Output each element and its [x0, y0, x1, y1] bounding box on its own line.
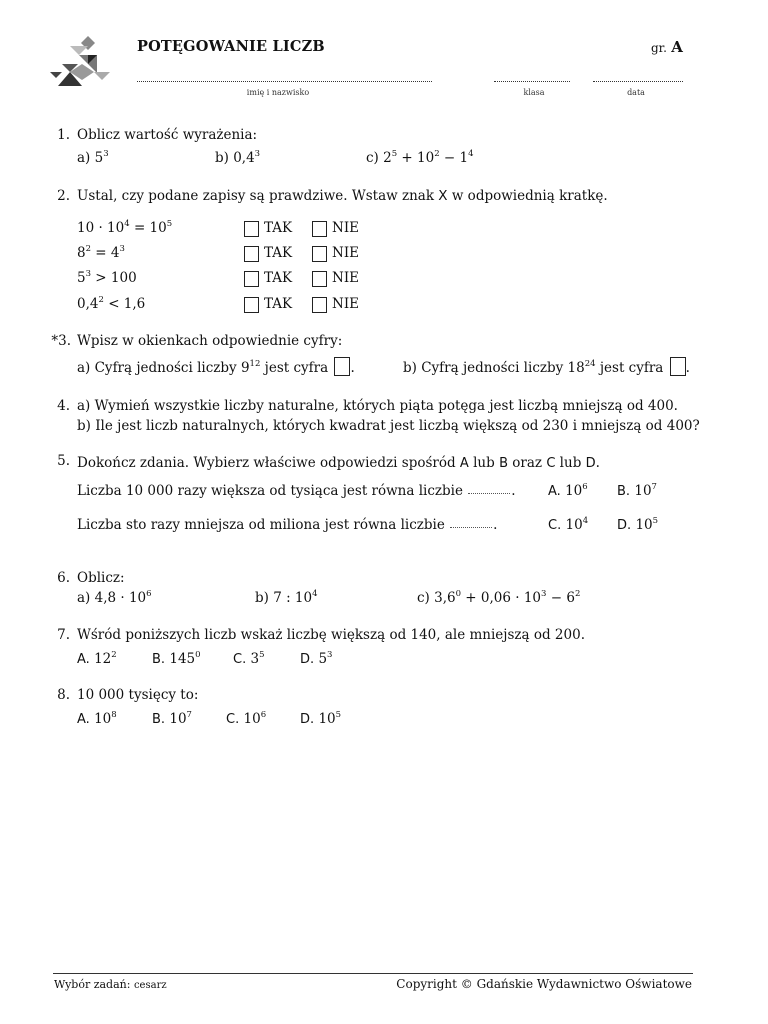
q3-text: Wpisz w okienkach odpowiednie cyfry:: [77, 333, 343, 349]
q5-option-d[interactable]: [617, 517, 658, 533]
q8-number: 8.: [57, 687, 70, 703]
q1-a-base: a) 5: [77, 150, 104, 166]
q7-option-c-exp: 5: [259, 650, 265, 660]
q1-b: [215, 150, 260, 166]
q5-option-c-letter: C.: [548, 518, 562, 533]
q8-option-b-base: 10: [169, 711, 187, 727]
q6-c-exp2: 3: [541, 589, 547, 599]
q5-t2: lub: [468, 455, 500, 471]
q1-c: [366, 150, 474, 166]
q2-r4-a: 0,4: [77, 296, 99, 312]
q5-option-d-letter: D.: [617, 518, 632, 533]
q8-option-c[interactable]: [226, 711, 266, 727]
q2-r4-nie-checkbox[interactable]: [312, 297, 327, 313]
q7-option-d-exp: 3: [327, 650, 333, 660]
q7-option-b-letter: B.: [152, 652, 166, 667]
q8-option-d-letter: D.: [300, 712, 315, 727]
q1-c-mid1: + 10: [397, 150, 435, 166]
q2-r1-tak-checkbox[interactable]: [244, 221, 259, 237]
name-field[interactable]: [137, 81, 432, 82]
q3-b-pre: b) Cyfrą jedności liczby 18: [403, 360, 585, 376]
q6-text: Oblicz:: [77, 570, 125, 586]
q3-a-post: jest cyfra: [260, 360, 333, 376]
q5-sentence-2: [77, 517, 497, 533]
q8-option-b-exp: 7: [186, 710, 192, 720]
q2-statement-4: [77, 296, 145, 312]
q7-option-d[interactable]: [300, 651, 332, 667]
footer-copyright: Copyright © Gdańskie Wydawnictwo Oświatowe: [396, 977, 692, 991]
q2-number: 2.: [57, 188, 70, 204]
q6-c: [417, 590, 580, 606]
q2-r3-a: 5: [77, 270, 86, 286]
q2-statement-3: [77, 270, 137, 286]
q6-c-mid1: + 0,06 · 10: [461, 590, 542, 606]
footer-author-name: cesarz: [133, 980, 167, 991]
q2-r3-tak-label: TAK: [264, 270, 293, 286]
name-label: imię i nazwisko: [246, 88, 310, 97]
class-field[interactable]: [494, 81, 570, 82]
q5-number: 5.: [57, 453, 70, 469]
q1-b-base: b) 0,4: [215, 150, 255, 166]
q6-a-exp: 6: [146, 589, 152, 599]
q5-s2: Liczba sto razy mniejsza od miliona jest równa liczbie: [77, 517, 450, 533]
q3-b-post: jest cyfra: [595, 360, 668, 376]
q7-text: Wśród poniższych liczb wskaż liczbę większą od 140, ale mniejszą od 200.: [77, 627, 585, 643]
q8-text: 10 000 tysięcy to:: [77, 687, 199, 703]
publisher-logo: [48, 34, 112, 88]
q3-a-exp: 12: [249, 359, 261, 369]
q5-text: [77, 455, 600, 471]
q5-letter-b: B: [499, 456, 508, 471]
q2-r1-e2: 5: [166, 219, 173, 229]
q1-b-exp: 3: [254, 149, 261, 159]
q8-option-d-base: 10: [318, 711, 336, 727]
q1-c-mid2: − 1: [439, 150, 469, 166]
q5-t3: oraz: [507, 455, 547, 471]
q5-option-a[interactable]: [548, 483, 588, 499]
q8-option-a-letter: A.: [77, 712, 90, 727]
q5-option-a-exp: 6: [582, 482, 588, 492]
q6-c-exp3: 2: [574, 589, 581, 599]
q5-t4: lub: [555, 455, 586, 471]
q2-r1-e1: 4: [124, 219, 130, 229]
q6-b-exp: 4: [312, 589, 318, 599]
q6-c-mid2: − 6: [546, 590, 575, 606]
q8-option-a[interactable]: [77, 711, 117, 727]
q8-option-c-letter: C.: [226, 712, 240, 727]
q6-b: [255, 590, 318, 606]
group-prefix: gr.: [651, 41, 667, 55]
q7-option-a[interactable]: [77, 651, 117, 667]
q2-text-a: Ustal, czy podane zapisy są prawdziwe. Wstaw znak: [77, 188, 439, 204]
q7-number: 7.: [57, 627, 70, 643]
q2-r2-nie-checkbox[interactable]: [312, 246, 327, 262]
q6-a-base: a) 4,8 · 10: [77, 590, 147, 606]
class-label: klasa: [523, 88, 545, 97]
q8-option-b[interactable]: [152, 711, 192, 727]
q8-option-c-exp: 6: [260, 710, 267, 720]
q3-b-exp: 24: [584, 359, 596, 369]
footer-author-label: Wybór zadań:: [54, 978, 131, 991]
q5-option-a-letter: A.: [548, 484, 561, 499]
q7-option-d-base: 5: [318, 651, 328, 667]
q3-a-pre: a) Cyfrą jedności liczby 9: [77, 360, 250, 376]
q7-option-b[interactable]: [152, 651, 201, 667]
q3-a: [77, 357, 355, 376]
q5-s1-blank[interactable]: [468, 493, 510, 494]
q5-s2-end: .: [493, 517, 498, 533]
q2-mark: X: [438, 188, 448, 204]
q5-letter-d: D: [585, 456, 596, 471]
q2-r4-tak-checkbox[interactable]: [244, 297, 259, 313]
q2-r3-nie-checkbox[interactable]: [312, 271, 327, 287]
q2-r4-b: < 1,6: [103, 296, 146, 312]
q6-c-base: c) 3,6: [417, 590, 456, 606]
q7-option-c-letter: C.: [233, 652, 247, 667]
q2-r1-a: 10 · 10: [77, 220, 125, 236]
q6-number: 6.: [57, 570, 70, 586]
q2-text: [77, 188, 608, 204]
q5-letter-a: A: [459, 456, 469, 471]
q8-option-b-letter: B.: [152, 712, 166, 727]
q8-option-d[interactable]: [300, 711, 341, 727]
q7-option-b-base: 145: [169, 651, 196, 667]
q5-sentence-1: [77, 483, 516, 499]
q5-s1: Liczba 10 000 razy większa od tysiąca jest równa liczbie: [77, 483, 468, 499]
q5-s2-blank[interactable]: [450, 527, 492, 528]
q1-text: Oblicz wartość wyrażenia:: [77, 127, 258, 143]
q2-r1-nie-label: NIE: [332, 220, 359, 236]
q5-option-d-exp: 5: [652, 516, 659, 526]
q8-option-d-exp: 5: [335, 710, 342, 720]
q5-s1-end: .: [511, 483, 516, 499]
q5-option-c[interactable]: [548, 517, 588, 533]
q1-c-base: c) 2: [366, 150, 392, 166]
q2-text-b: w odpowiednią kratkę.: [447, 188, 608, 204]
q4-a: a) Wymień wszystkie liczby naturalne, których piąta potęga jest liczbą mniejszą od 400.: [77, 398, 678, 414]
q7-option-b-exp: 0: [195, 650, 201, 660]
q2-statement-1: [77, 220, 172, 236]
q2-r4-nie-label: NIE: [332, 296, 359, 312]
q3-a-answer-box[interactable]: [334, 357, 350, 376]
q2-r2-e2: 3: [119, 244, 125, 254]
q7-option-a-base: 12: [94, 651, 112, 667]
q5-letter-c: C: [546, 456, 556, 471]
q1-c-exp1: 5: [391, 149, 398, 159]
q6-a: [77, 590, 152, 606]
q7-option-c-base: 3: [250, 651, 260, 667]
q1-c-exp3: 4: [468, 149, 474, 159]
q5-t5: .: [595, 455, 600, 471]
q2-r2-e1: 2: [85, 244, 92, 254]
q8-option-a-exp: 8: [111, 710, 117, 720]
q5-option-d-base: 10: [635, 517, 653, 533]
q8-option-a-base: 10: [94, 711, 112, 727]
q8-option-c-base: 10: [243, 711, 261, 727]
q5-option-b-exp: 7: [651, 482, 657, 492]
q1-a: [77, 150, 109, 166]
q4-number: 4.: [57, 398, 70, 414]
q2-r2-tak-label: TAK: [264, 245, 293, 261]
q2-r1-b: = 10: [129, 220, 167, 236]
q2-r4-e1: 2: [98, 295, 104, 305]
q5-option-b[interactable]: [617, 483, 657, 499]
q7-option-a-letter: A.: [77, 652, 90, 667]
group-label: [651, 38, 683, 56]
q6-b-base: b) 7 : 10: [255, 590, 313, 606]
q7-option-c[interactable]: [233, 651, 265, 667]
q5-option-c-exp: 4: [582, 516, 589, 526]
q2-r2-a: 8: [77, 245, 86, 261]
q5-option-a-base: 10: [565, 483, 583, 499]
q2-statement-2: [77, 245, 125, 261]
date-label: data: [627, 88, 645, 97]
q3-b: [403, 357, 690, 376]
q5-option-b-base: 10: [634, 483, 652, 499]
q5-t1: Dokończ zdania. Wybierz właściwe odpowiedzi spośród: [77, 455, 460, 471]
q4-b: b) Ile jest liczb naturalnych, których kwadrat jest liczbą większą od 230 i mniejszą od 400?: [77, 418, 700, 434]
q1-c-exp2: 2: [434, 149, 440, 159]
q2-r2-tak-checkbox[interactable]: [244, 246, 259, 262]
q3-a-end: .: [350, 360, 355, 376]
date-field[interactable]: [593, 81, 683, 82]
q5-option-c-base: 10: [565, 517, 583, 533]
q6-c-exp1: 0: [455, 589, 462, 599]
footer-divider: [53, 973, 693, 974]
q3-b-end: .: [685, 360, 690, 376]
q3-number: *3.: [51, 333, 71, 349]
q2-r3-e1: 3: [85, 269, 92, 279]
q2-r3-nie-label: NIE: [332, 270, 359, 286]
q1-a-exp: 3: [103, 149, 109, 159]
q2-r1-tak-label: TAK: [264, 220, 293, 236]
q7-option-a-exp: 2: [111, 650, 117, 660]
q3-b-answer-box[interactable]: [670, 357, 686, 376]
q2-r1-nie-checkbox[interactable]: [312, 221, 327, 237]
q1-number: 1.: [57, 127, 70, 143]
worksheet-title: POTĘGOWANIE LICZB: [137, 38, 325, 55]
q2-r4-tak-label: TAK: [264, 296, 293, 312]
q7-option-d-letter: D.: [300, 652, 315, 667]
q5-option-b-letter: B.: [617, 484, 631, 499]
q2-r3-tak-checkbox[interactable]: [244, 271, 259, 287]
q2-r2-nie-label: NIE: [332, 245, 359, 261]
q2-r2-b: = 4: [91, 245, 120, 261]
footer-author: [54, 978, 167, 991]
group-letter: A: [671, 38, 683, 56]
q2-r3-b: > 100: [91, 270, 137, 286]
